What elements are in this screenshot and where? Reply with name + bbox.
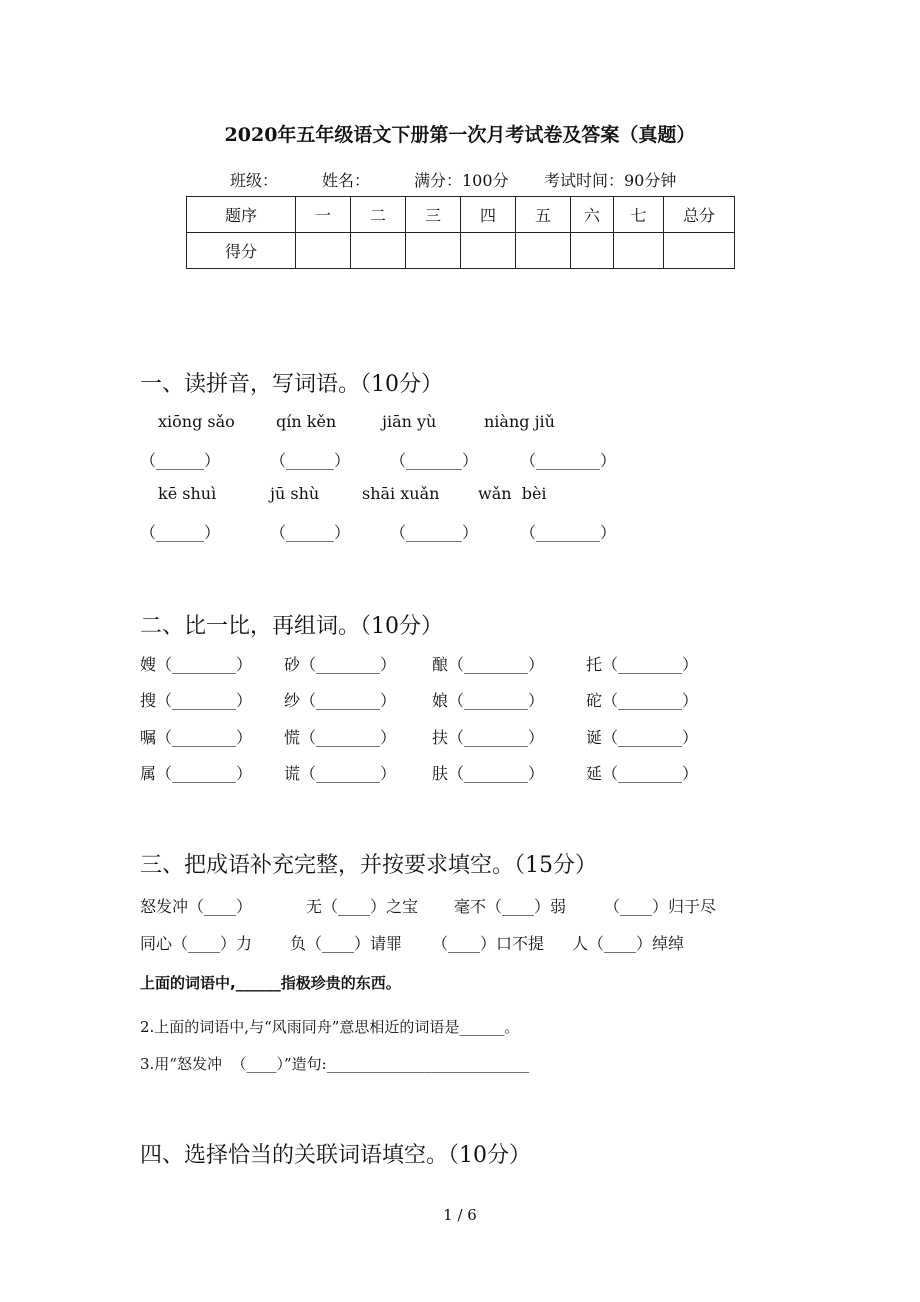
idiom-item[interactable]: 无（____）之宝: [306, 897, 419, 916]
score-header-cell: 题序: [187, 197, 296, 233]
word-group-item[interactable]: 嫂（________）: [140, 655, 253, 674]
score-cell[interactable]: [664, 233, 735, 269]
pinyin-item: jū shù: [270, 484, 320, 503]
answer-blank[interactable]: （_______）: [390, 523, 479, 542]
word-group-item[interactable]: 嘱（________）: [140, 728, 253, 747]
answer-blank[interactable]: （______）: [270, 523, 351, 542]
word-group-item[interactable]: 肤（________）: [432, 764, 545, 783]
pinyin-item: xiōng sǎo: [158, 412, 235, 431]
score-header-cell: 二: [351, 197, 406, 233]
pinyin-item: qín kěn: [276, 412, 337, 431]
answer-blank[interactable]: （________）: [520, 451, 617, 470]
pinyin-item: jiān yù: [382, 412, 437, 431]
idiom-item[interactable]: 怒发冲（____）: [140, 897, 253, 916]
section-1-heading: 一、读拼音，写词语。（10分）: [140, 372, 443, 397]
score-cell[interactable]: [614, 233, 664, 269]
word-group-item[interactable]: 谎（________）: [284, 764, 397, 783]
score-table-header-row: [187, 197, 735, 233]
word-group-item[interactable]: 砂（________）: [284, 655, 397, 674]
score-header-cell: 三: [406, 197, 461, 233]
score-cell[interactable]: [461, 233, 516, 269]
answer-blank[interactable]: （________）: [520, 523, 617, 542]
score-cell[interactable]: [406, 233, 461, 269]
word-group-item[interactable]: 托（________）: [586, 655, 699, 674]
word-group-item[interactable]: 纱（________）: [284, 691, 397, 710]
word-group-item[interactable]: 砣（________）: [586, 691, 699, 710]
section-4-heading: 四、选择恰当的关联词语填空。（10分）: [140, 1143, 531, 1168]
idiom-item[interactable]: 同心（____）力: [140, 934, 253, 953]
score-table-score-row: [187, 233, 735, 269]
score-header-cell: 四: [461, 197, 516, 233]
answer-blank[interactable]: （______）: [270, 451, 351, 470]
full-score-label: 满分：100分: [414, 171, 509, 190]
pinyin-item: wǎn bèi: [478, 484, 547, 503]
pinyin-item: kē shuì: [158, 484, 217, 503]
answer-blank[interactable]: （_______）: [390, 451, 479, 470]
word-group-item[interactable]: 娘（________）: [432, 691, 545, 710]
section-2-heading: 二、比一比，再组词。（10分）: [140, 614, 443, 639]
pinyin-item: niàng jiǔ: [484, 412, 555, 431]
score-row-label: 得分: [187, 233, 296, 269]
pinyin-item: shāi xuǎn: [362, 484, 440, 503]
word-group-item[interactable]: 属（________）: [140, 764, 253, 783]
answer-blank[interactable]: （______）: [140, 451, 221, 470]
word-group-item[interactable]: 慌（________）: [284, 728, 397, 747]
score-cell[interactable]: [351, 233, 406, 269]
question-3-2: 2.上面的词语中,与“风雨同舟”意思相近的词语是______。: [140, 1018, 520, 1036]
score-header-cell: 五: [516, 197, 571, 233]
page-number: 1 / 6: [443, 1206, 477, 1224]
idiom-item[interactable]: 人（____）绰绰: [572, 934, 685, 953]
score-cell[interactable]: [516, 233, 571, 269]
score-header-cell: 一: [296, 197, 351, 233]
score-cell[interactable]: [296, 233, 351, 269]
score-cell[interactable]: [571, 233, 614, 269]
page-title: 2020年五年级语文下册第一次月考试卷及答案（真题）: [224, 124, 696, 146]
word-group-item[interactable]: 扶（________）: [432, 728, 545, 747]
word-group-item[interactable]: 延（________）: [586, 764, 699, 783]
answer-blank[interactable]: （______）: [140, 523, 221, 542]
score-header-cell: 总分: [664, 197, 735, 233]
idiom-item[interactable]: 毫不（____）弱: [454, 897, 567, 916]
word-group-item[interactable]: 搜（________）: [140, 691, 253, 710]
section-3-heading: 三、把成语补充完整，并按要求填空。（15分）: [140, 853, 597, 878]
word-group-item[interactable]: 诞（________）: [586, 728, 699, 747]
name-label: 姓名：: [322, 171, 371, 190]
idiom-item[interactable]: （____）归于尽: [604, 897, 717, 916]
idiom-item[interactable]: （____）口不提: [432, 934, 545, 953]
question-3-3: 3.用“怒发冲 （____）”造句:___________________________: [140, 1055, 530, 1073]
score-header-cell: 六: [571, 197, 614, 233]
question-3-1: 上面的词语中,______指极珍贵的东西。: [140, 974, 401, 992]
class-label: 班级：: [230, 171, 279, 190]
word-group-item[interactable]: 酿（________）: [432, 655, 545, 674]
score-table: [186, 196, 735, 269]
idiom-item[interactable]: 负（____）请罪: [290, 934, 403, 953]
score-header-cell: 七: [614, 197, 664, 233]
exam-time-label: 考试时间：90分钟: [544, 171, 677, 190]
